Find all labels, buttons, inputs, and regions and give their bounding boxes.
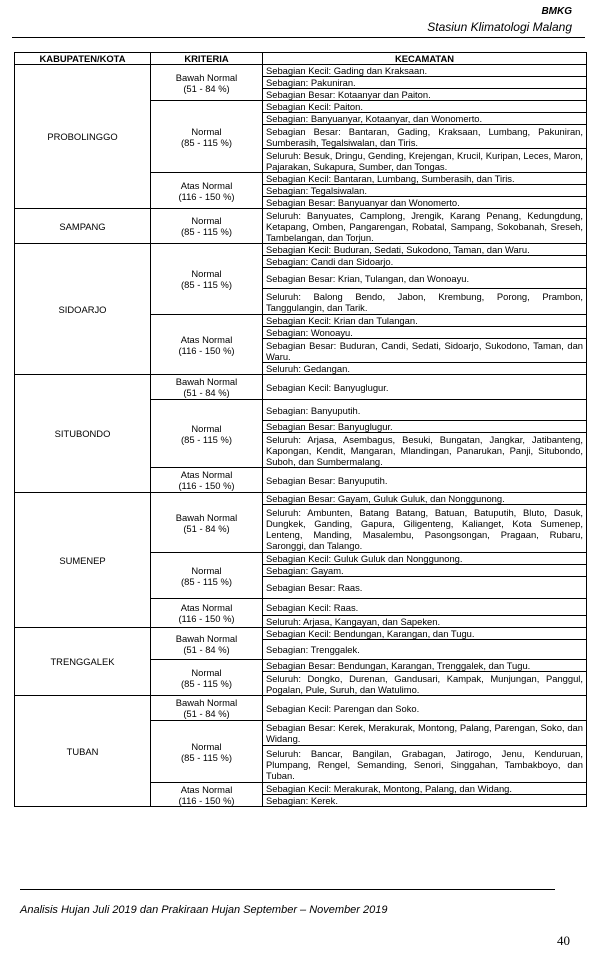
kriteria-label-line: (51 - 84 %) — [183, 643, 230, 655]
kabupaten-cell: TRENGGALEK — [15, 628, 151, 696]
kriteria-label-line: Bawah Normal — [175, 697, 238, 708]
kriteria-label-line: (85 - 115 %) — [181, 575, 232, 587]
kriteria-cell — [151, 244, 263, 315]
kriteria-cell — [151, 628, 263, 660]
kriteria-label-line: (85 - 115 %) — [181, 751, 232, 763]
kabupaten-cell: SITUBONDO — [15, 375, 151, 493]
kriteria-cell — [151, 696, 263, 721]
kriteria-cell — [151, 375, 263, 400]
page-number: 40 — [557, 933, 570, 948]
kecamatan-cell: Sebagian Kecil: Guluk Guluk dan Nonggunong. — [263, 553, 587, 565]
kriteria-label-line: (85 - 115 %) — [181, 677, 232, 689]
kriteria-label-line: (116 - 150 %) — [178, 613, 235, 624]
kecamatan-cell: Sebagian Besar: Buduran, Candi, Sedati, Sidoarjo, Sukodono, Taman, dan Waru. — [263, 339, 587, 363]
kriteria-label-line: Atas Normal — [180, 469, 233, 480]
table-row — [15, 696, 587, 721]
kriteria-label-line: (116 - 150 %) — [178, 190, 235, 202]
kriteria-label-line: Atas Normal — [180, 783, 233, 795]
kriteria-cell — [151, 553, 263, 599]
kriteria-label-line: (85 - 115 %) — [181, 433, 232, 445]
kecamatan-cell: Sebagian Besar: Bendungan, Karangan, Trenggalek, dan Tugu. — [263, 660, 587, 672]
kecamatan-cell: Sebagian: Candi dan Sidoarjo. — [263, 256, 587, 268]
kabupaten-cell: PROBOLINGGO — [15, 65, 151, 209]
table-row — [15, 209, 587, 244]
report-header-org: BMKG — [541, 6, 572, 17]
kecamatan-cell: Sebagian Besar: Krian, Tulangan, dan Wonoayu. — [263, 268, 587, 289]
header-kabupaten: KABUPATEN/KOTA — [15, 53, 151, 65]
kriteria-cell — [151, 660, 263, 696]
kriteria-label-line: (116 - 150 %) — [178, 794, 235, 806]
kecamatan-cell: Sebagian Kecil: Krian dan Tulangan. — [263, 315, 587, 327]
kecamatan-cell: Sebagian: Banyuputih. — [263, 400, 587, 421]
kriteria-label-line: Atas Normal — [180, 179, 233, 191]
kecamatan-cell: Seluruh: Besuk, Dringu, Gending, Krejengan, Krucil, Kuripan, Leces, Maron, Pajarakan, Sukapura, Sumber, dan Tongas. — [263, 149, 587, 173]
kecamatan-cell: Sebagian Besar: Gayam, Guluk Guluk, dan Nonggunong. — [263, 493, 587, 505]
kriteria-label-line: (51 - 84 %) — [183, 708, 230, 719]
kabupaten-cell: SUMENEP — [15, 493, 151, 628]
kecamatan-cell: Seluruh: Bancar, Bangilan, Grabagan, Jatirogo, Jenu, Kenduruan, Plumpang, Rengel, Semanding, Senori, Singgahan, Tambakboyo, dan Tuban. — [263, 746, 587, 783]
kecamatan-cell: Sebagian Kecil: Gading dan Kraksaan. — [263, 65, 587, 77]
kecamatan-cell: Seluruh: Gedangan. — [263, 363, 587, 375]
kecamatan-cell: Sebagian: Banyuanyar, Kotaanyar, dan Wonomerto. — [263, 113, 587, 125]
kriteria-cell — [151, 209, 263, 244]
kriteria-cell — [151, 65, 263, 101]
kecamatan-cell: Sebagian Kecil: Bantaran, Lumbang, Sumberasih, dan Tiris. — [263, 173, 587, 185]
table-row — [15, 375, 587, 400]
table-body — [15, 65, 587, 807]
kecamatan-cell: Sebagian Besar: Banyuanyar dan Wonomerto. — [263, 197, 587, 209]
kecamatan-cell: Sebagian Besar: Raas. — [263, 577, 587, 599]
header-kriteria: KRITERIA — [151, 53, 263, 65]
kriteria-cell — [151, 173, 263, 209]
table-row — [15, 244, 587, 256]
kriteria-label-line: Bawah Normal — [175, 71, 238, 83]
kriteria-cell — [151, 599, 263, 628]
kecamatan-cell: Sebagian: Trenggalek. — [263, 640, 587, 660]
header-rule — [12, 37, 585, 38]
kecamatan-cell: Seluruh: Ambunten, Batang Batang, Batuan, Batuputih, Bluto, Dasuk, Dungkek, Ganding, Gapura, Giligenteng, Kalianget, Kota Sumenep, Lenteng, Manding, Masalembu, Pasongsongan, Pragaan, Rubaru, Saronggi, dan Talango. — [263, 505, 587, 553]
kecamatan-cell: Sebagian Kecil: Merakurak, Montong, Palang, dan Widang. — [263, 783, 587, 795]
kriteria-cell — [151, 783, 263, 807]
kecamatan-cell: Sebagian Besar: Banyuputih. — [263, 468, 587, 493]
kecamatan-cell: Seluruh: Banyuates, Camplong, Jrengik, Karang Penang, Kedungdung, Ketapang, Omben, Pangarengan, Robatal, Sampang, Sokobanah, Sreseh, Tambelangan, dan Torjun. — [263, 209, 587, 244]
kriteria-label-line: Normal — [191, 268, 222, 279]
kriteria-label-line: Normal — [191, 215, 222, 226]
kecamatan-cell: Sebagian: Pakuniran. — [263, 77, 587, 89]
kecamatan-cell: Seluruh: Balong Bendo, Jabon, Krembung, Porong, Prambon, Tanggulangin, dan Tarik. — [263, 289, 587, 315]
kriteria-label-line: (116 - 150 %) — [178, 480, 235, 491]
kriteria-label-line: (85 - 115 %) — [181, 136, 232, 148]
table-header-row — [15, 53, 587, 65]
kecamatan-cell: Sebagian Besar: Banyuglugur. — [263, 421, 587, 433]
table-row — [15, 628, 587, 640]
kriteria-cell — [151, 721, 263, 783]
kriteria-label-line: (116 - 150 %) — [178, 344, 235, 356]
kriteria-label-line: Normal — [191, 564, 222, 576]
kecamatan-cell: Sebagian Besar: Bantaran, Gading, Kraksaan, Lumbang, Pakuniran, Sumberasih, Tegalsiwalan, dan Tiris. — [263, 125, 587, 149]
report-header-station: Stasiun Klimatologi Malang — [427, 20, 572, 34]
footer-text: Analisis Hujan Juli 2019 dan Prakiraan Hujan September – November 2019 — [20, 904, 388, 916]
kabupaten-cell: SAMPANG — [15, 209, 151, 244]
kriteria-label-line: Atas Normal — [180, 333, 233, 345]
kecamatan-cell: Sebagian Besar: Kerek, Merakurak, Montong, Palang, Parengan, Soko, dan Widang. — [263, 721, 587, 746]
kriteria-cell — [151, 101, 263, 173]
kriteria-cell — [151, 493, 263, 553]
footer-rule — [20, 889, 555, 890]
kriteria-cell — [151, 400, 263, 468]
rainfall-forecast-table — [14, 52, 587, 807]
kecamatan-cell: Sebagian: Tegalsiwalan. — [263, 185, 587, 197]
kriteria-label-line: (51 - 84 %) — [183, 387, 230, 398]
kabupaten-cell: SIDOARJO — [15, 244, 151, 375]
kriteria-label-line: Atas Normal — [180, 602, 233, 613]
table-row — [15, 493, 587, 505]
table-row — [15, 65, 587, 77]
kriteria-label-line: Bawah Normal — [175, 376, 238, 387]
kecamatan-cell: Seluruh: Arjasa, Kangayan, dan Sapeken. — [263, 616, 587, 628]
kecamatan-cell: Sebagian Kecil: Buduran, Sedati, Sukodono, Taman, dan Waru. — [263, 244, 587, 256]
kriteria-label-line: (51 - 84 %) — [183, 522, 230, 534]
kecamatan-cell: Sebagian Kecil: Paiton. — [263, 101, 587, 113]
kriteria-label-line: (85 - 115 %) — [181, 226, 232, 237]
kriteria-label-line: Normal — [191, 422, 222, 434]
kecamatan-cell: Sebagian Kecil: Banyuglugur. — [263, 375, 587, 400]
kriteria-label-line: Normal — [191, 666, 222, 678]
header-kecamatan: KECAMATAN — [263, 53, 587, 65]
kecamatan-cell: Sebagian Kecil: Bendungan, Karangan, dan Tugu. — [263, 628, 587, 640]
kabupaten-cell: TUBAN — [15, 696, 151, 807]
kecamatan-cell: Sebagian: Gayam. — [263, 565, 587, 577]
kriteria-label-line: (85 - 115 %) — [181, 279, 232, 290]
kecamatan-cell: Sebagian: Wonoayu. — [263, 327, 587, 339]
kriteria-label-line: (51 - 84 %) — [183, 82, 230, 94]
kriteria-cell — [151, 315, 263, 375]
kecamatan-cell: Seluruh: Arjasa, Asembagus, Besuki, Bungatan, Jangkar, Jatibanteng, Kapongan, Kendit, Mangaran, Mlandingan, Panarukan, Panji, Situbondo, Suboh, dan Sumbermalang. — [263, 433, 587, 468]
kriteria-label-line: Normal — [191, 125, 222, 137]
kriteria-label-line: Bawah Normal — [175, 632, 238, 644]
kriteria-label-line: Normal — [191, 740, 222, 752]
kriteria-label-line: Bawah Normal — [175, 511, 238, 523]
kecamatan-cell: Sebagian Besar: Kotaanyar dan Paiton. — [263, 89, 587, 101]
kecamatan-cell: Sebagian Kecil: Raas. — [263, 599, 587, 616]
kriteria-cell — [151, 468, 263, 493]
kecamatan-cell: Sebagian Kecil: Parengan dan Soko. — [263, 696, 587, 721]
kecamatan-cell: Sebagian: Kerek. — [263, 795, 587, 807]
kecamatan-cell: Seluruh: Dongko, Durenan, Gandusari, Kampak, Munjungan, Panggul, Pogalan, Pule, Suruh, dan Watulimo. — [263, 672, 587, 696]
